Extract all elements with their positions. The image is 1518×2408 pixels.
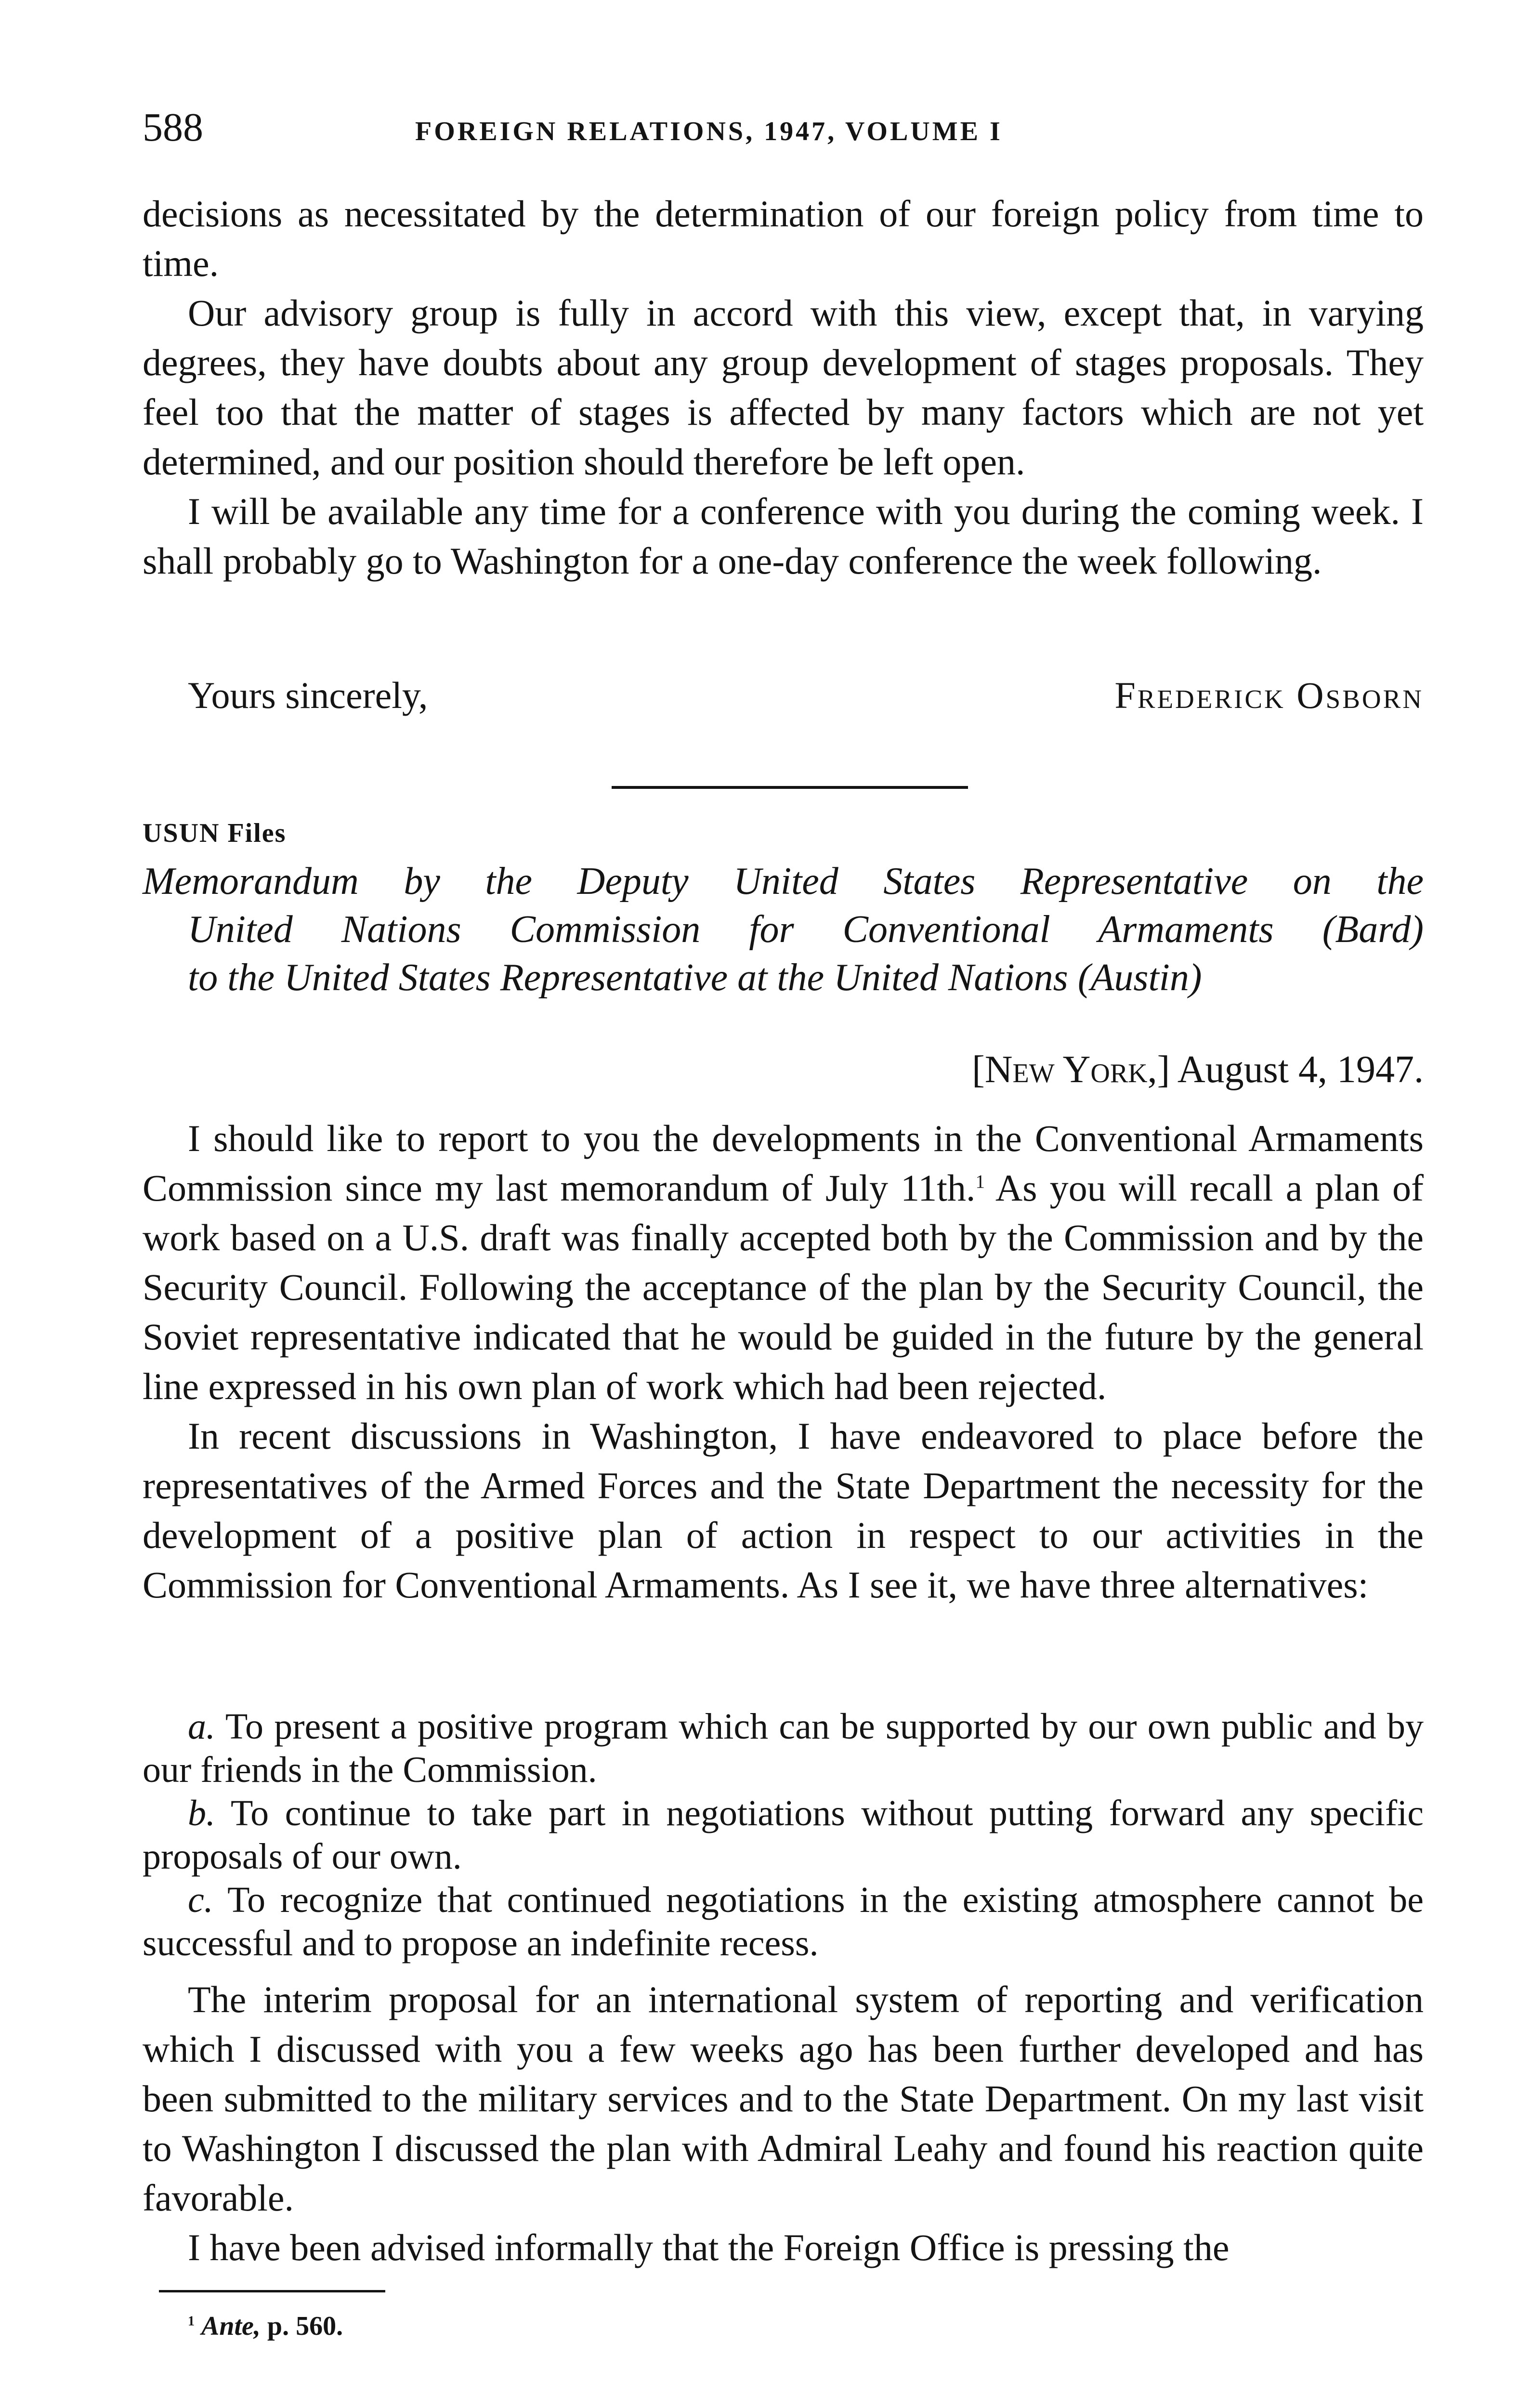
alternative-a-text: To present a positive program which can be supported by our own public and by our friends in the Commission. (143, 1706, 1424, 1790)
alternative-c-label: c. (188, 1880, 213, 1920)
source-file: USUN Files (143, 818, 287, 848)
dateline-date: August 4, 1947. (1177, 1048, 1424, 1091)
letter-signer: Frederick Osborn (1114, 674, 1424, 716)
page-number: 588 (143, 105, 203, 150)
footnote-ref-page: p. 560. (260, 2311, 343, 2341)
alternative-c-text: To recognize that continued negotiations in the existing atmosphere cannot be successful and to propose an indefinite recess. (143, 1880, 1424, 1963)
dateline-place: [New York,] (972, 1048, 1170, 1091)
memo-heading-line-3: to the United States Representative at the United Nations (Austin) (188, 956, 1202, 999)
alternative-c (143, 1878, 1424, 1965)
alternative-b (143, 1792, 1424, 1878)
alternative-b-text: To continue to take part in negotiations without putting forward any specific proposals of our own. (143, 1793, 1424, 1877)
letter-body (143, 189, 1424, 586)
page-header (143, 101, 1424, 154)
letter-closing: Yours sincerely, (188, 674, 428, 716)
memo-paragraph-1 (143, 1113, 1424, 1411)
footnote-marker: 1 (188, 2314, 195, 2329)
footnote (188, 2307, 343, 2345)
letter-paragraph-2: Our advisory group is fully in accord with this view, except that, in varying degrees, they have doubts about any group development of stages proposals. They feel too that the matter of stages is affected by many factors which are not yet determined, and our position should therefore be left open. (143, 292, 1424, 483)
memo-body (143, 1113, 1424, 1610)
letter-paragraph-3: I will be available any time for a conference with you during the coming week. I shall probably go to Washington for a one-day conference the week following. (143, 490, 1424, 582)
running-title: FOREIGN RELATIONS, 1947, VOLUME I (415, 117, 1003, 146)
memo-paragraph-1-continued: As you will recall a plan of work based on a U.S. draft was finally accepted both by the Commission and by the Security Council. Following the acceptance of the plan by the Security Council, the Soviet representative indicated that he would be guided in the future by the general line expressed in his own plan of work which had been rejected. (143, 1167, 1424, 1407)
memo-paragraph-2: In recent discussions in Washington, I have endeavored to place before the representatives of the Armed Forces and the State Department the necessity for the development of a positive plan of action in respect to our activities in the Commission for Conventional Armaments. As I see it, we have three alternatives: (143, 1415, 1424, 1606)
footnote-ref-italic: Ante, (201, 2311, 261, 2341)
section-divider (612, 786, 968, 789)
memo-paragraph-1-text: I should like to report to you the developments in the Conventional Armaments Commission since my last memorandum of July 11th. (143, 1117, 1424, 1209)
letter-continuation: decisions as necessitated by the determination of our foreign policy from time to time. (143, 193, 1424, 284)
memo-heading-line-1: Memorandum by the Deputy United States Representative on the (143, 860, 1424, 903)
memo-paragraph-4: I have been advised informally that the Foreign Office is pressing the (188, 2226, 1230, 2268)
alternative-b-label: b. (188, 1793, 215, 1833)
memo-body-continued (143, 1975, 1424, 2272)
alternative-a (143, 1705, 1424, 1792)
memo-heading-line-2: United Nations Commission for Conventional Armaments (Bard) (188, 908, 1424, 951)
alternative-a-label: a. (188, 1706, 215, 1747)
footnote-divider (159, 2290, 385, 2292)
alternatives-list (143, 1705, 1424, 1965)
memo-paragraph-3: The interim proposal for an international system of reporting and verification which I discussed with you a few weeks ago has been further developed and has been submitted to the military services and to the State Department. On my last visit to Washington I discussed the plan with Admiral Leahy and found his reaction quite favorable. (143, 1978, 1424, 2219)
footnote-reference: 1 (975, 1171, 985, 1192)
dateline (972, 1045, 1424, 1095)
memo-heading (143, 857, 1424, 1002)
